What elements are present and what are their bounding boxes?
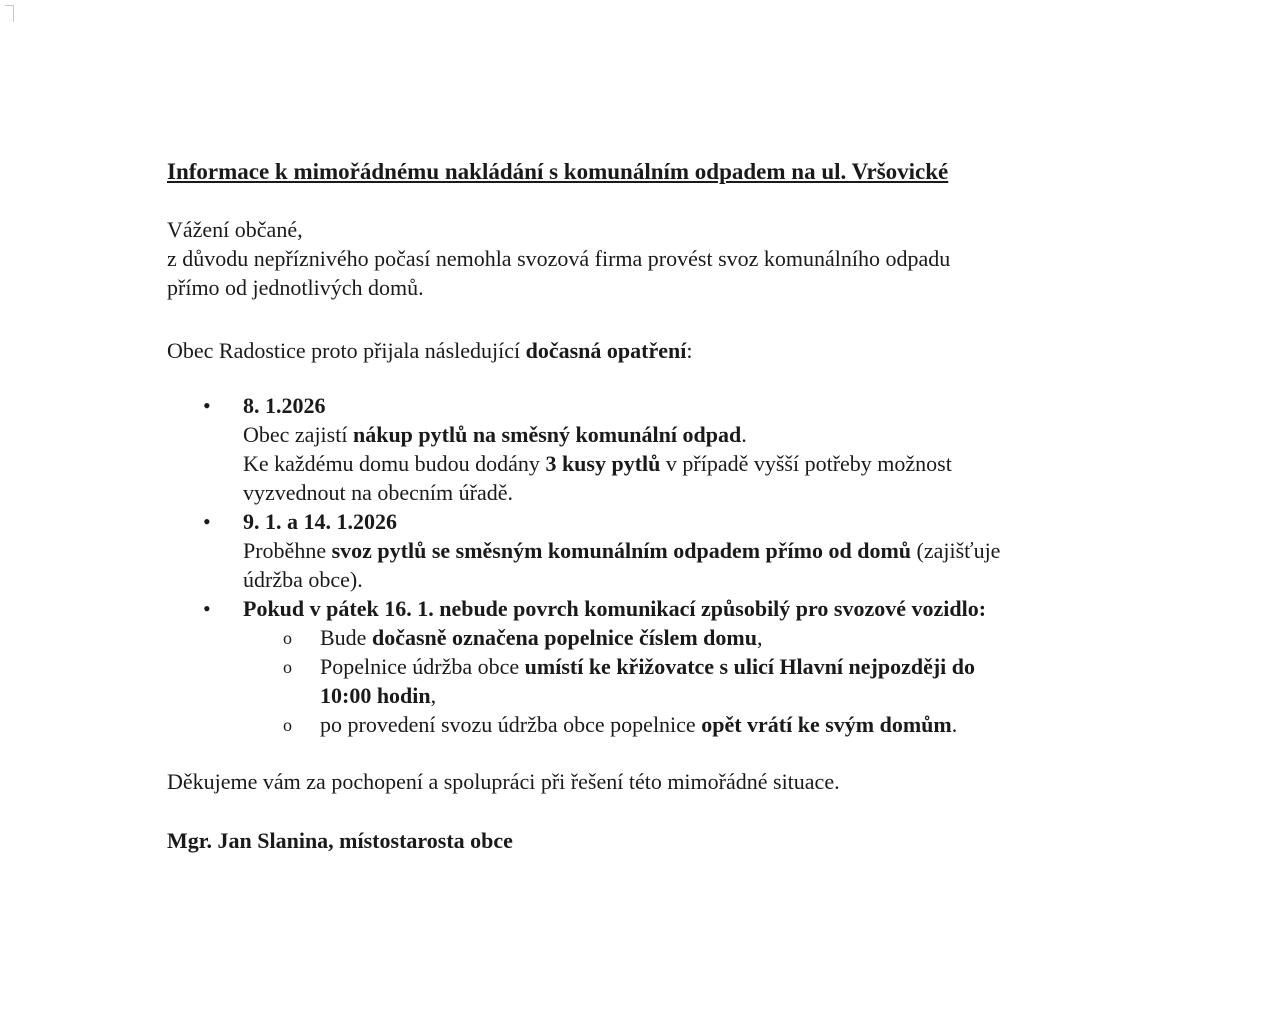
intro-paragraph	[167, 336, 692, 365]
greeting-paragraph	[167, 215, 950, 302]
item-bold: 3 kusy pytlů	[545, 451, 661, 476]
item-text: Ke každému domu budou dodány	[243, 451, 546, 476]
item-line: vyzvednout na obecním úřadě.	[243, 480, 514, 505]
thanks-paragraph: Děkujeme vám za pochopení a spolupráci při řešení této mimořádné situace.	[167, 769, 840, 794]
sub-text: .	[951, 712, 958, 737]
item-text: (zajišťuje	[911, 538, 1001, 563]
item-text: v případě vyšší potřeby možnost	[660, 451, 952, 476]
item-text: Proběhne	[243, 538, 332, 563]
greeting-line: z důvodu nepříznivého počasí nemohla svozová firma provést svoz komunálního odpadu	[167, 246, 951, 271]
item-text: Obec zajistí	[243, 422, 353, 447]
item-line	[243, 449, 1167, 478]
item-heading: • Pokud v pátek 16. 1. nebude povrch komunikací způsobilý pro svozové vozidlo:	[243, 596, 987, 621]
item-line: údržba obce).	[243, 567, 363, 592]
item-bold: nákup pytlů na směsný komunální odpad	[352, 422, 742, 447]
sub-list-item	[243, 710, 1167, 739]
list-item	[167, 391, 1167, 507]
sub-list-item	[243, 623, 1167, 652]
sub-text: po provedení svozu údržba obce popelnice	[320, 712, 702, 737]
list-item	[167, 594, 1167, 739]
sub-text: ,	[756, 625, 763, 650]
document-title: Informace k mimořádnému nakládání s komunálním odpadem na ul. Vršovické	[167, 159, 949, 184]
sub-bold: opět vrátí ke svým domům	[701, 712, 952, 737]
salutation: Vážení občané,	[167, 217, 303, 242]
scan-corner-mark	[5, 5, 14, 22]
item-bold: svoz pytlů se směsným komunálním odpadem přímo od domů	[331, 538, 912, 563]
sub-text: ,	[430, 683, 437, 708]
intro-end: :	[686, 338, 693, 363]
sub-text: Bude	[320, 625, 372, 650]
signature: Mgr. Jan Slanina, místostarosta obce	[167, 828, 513, 853]
list-item	[167, 507, 1167, 594]
intro-bold: dočasná opatření	[525, 338, 687, 363]
sub-bold: umístí ke křižovatce s ulicí Hlavní nejpozději do	[524, 654, 976, 679]
sub-list	[243, 623, 1167, 739]
item-line	[243, 420, 1167, 449]
sub-text: Popelnice údržba obce	[320, 654, 525, 679]
measures-list	[167, 391, 1167, 739]
sub-bold: dočasně označena popelnice číslem domu	[371, 625, 757, 650]
item-date: • 8. 1.2026	[243, 393, 326, 418]
item-text: .	[741, 422, 747, 447]
greeting-line: přímo od jednotlivých domů.	[167, 275, 424, 300]
item-line	[243, 536, 1167, 565]
sub-list-item	[243, 652, 1167, 710]
intro-text: Obec Radostice proto přijala následující	[167, 338, 526, 363]
sub-bold: 10:00 hodin	[320, 683, 431, 708]
item-date: • 9. 1. a 14. 1.2026	[243, 509, 397, 534]
